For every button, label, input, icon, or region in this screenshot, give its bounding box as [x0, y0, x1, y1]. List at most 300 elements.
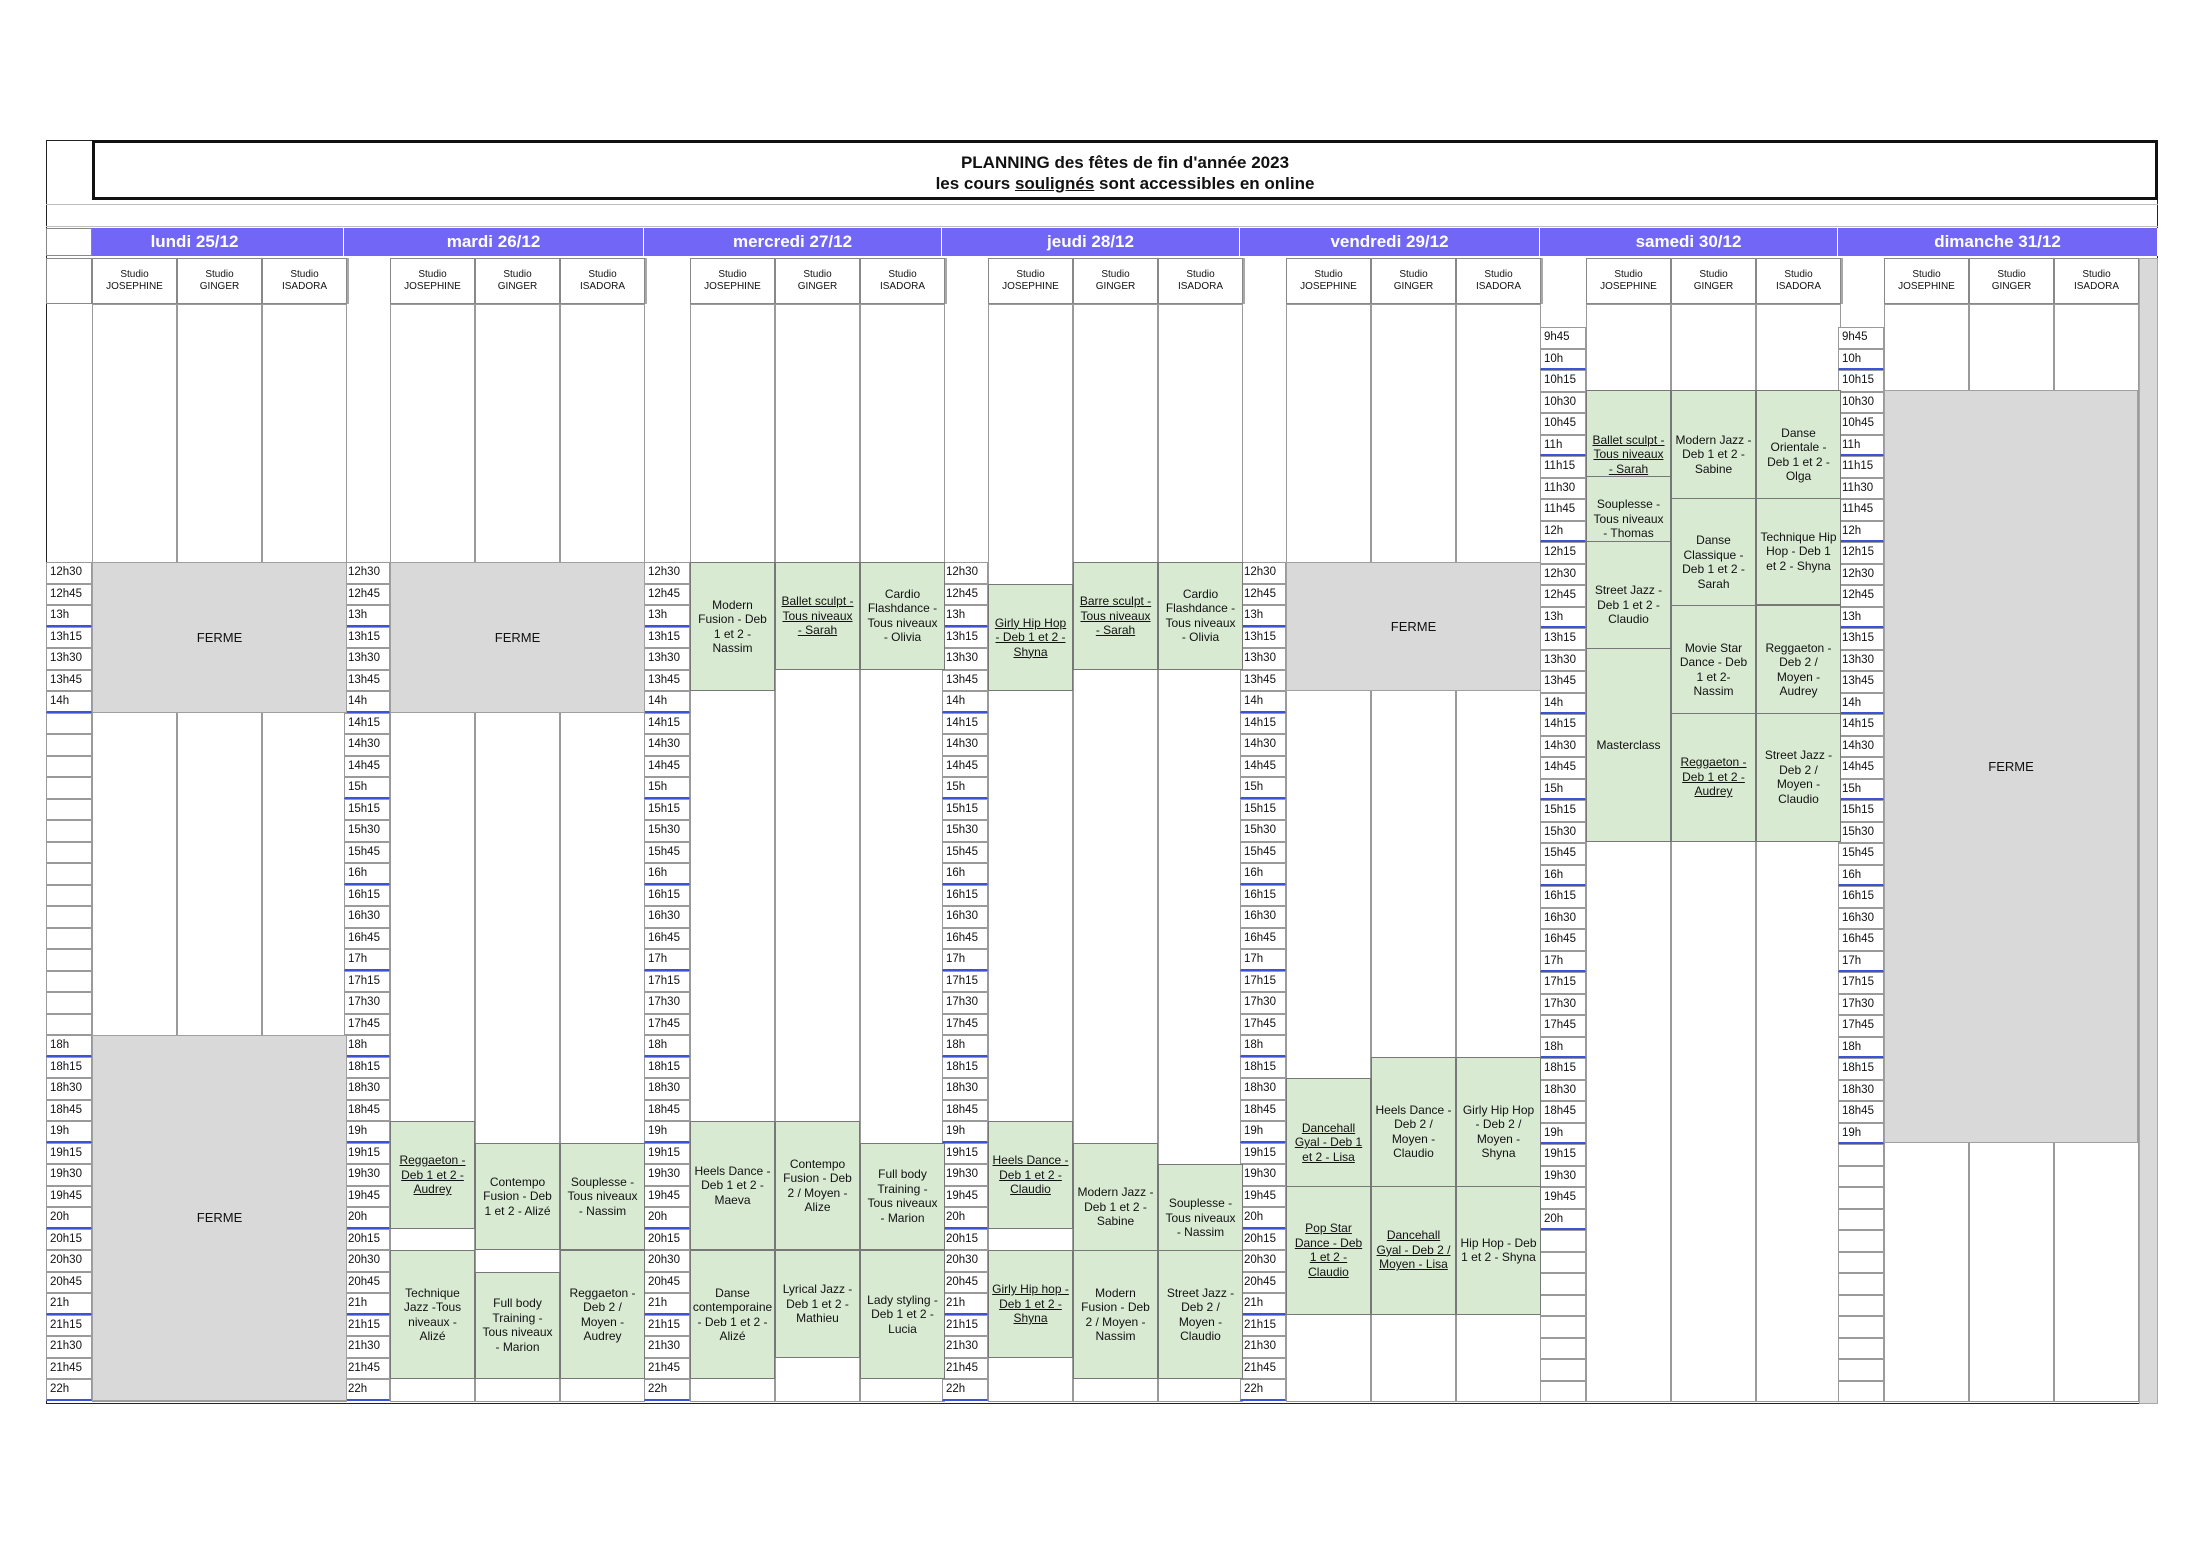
time-slot: 15h — [1540, 779, 1586, 801]
time-slot: 14h30 — [1240, 734, 1286, 756]
class-block[interactable] — [775, 562, 860, 670]
time-slot: 21h15 — [1240, 1315, 1286, 1337]
time-slot: 19h — [1240, 1121, 1286, 1143]
class-block[interactable] — [1456, 1186, 1541, 1315]
class-block[interactable] — [988, 1250, 1073, 1358]
class-label: Technique Hip Hop - Deb 1 et 2 - Shyna — [1760, 529, 1837, 573]
time-slot: 20h45 — [644, 1272, 690, 1294]
time-slot: 22h — [46, 1379, 92, 1401]
time-slot: 16h45 — [344, 928, 390, 950]
time-slot: 15h15 — [1838, 800, 1884, 822]
studio-header-name: GINGER — [797, 281, 838, 292]
class-block[interactable] — [560, 1250, 645, 1379]
class-block[interactable] — [860, 1250, 945, 1379]
class-label: Dancehall Gyal - Deb 1 et 2 - Lisa — [1294, 1120, 1363, 1164]
time-slot — [1838, 1295, 1884, 1317]
time-slot — [1540, 1295, 1586, 1317]
class-label: Reggaeton - Deb 1 et 2 - Audrey — [399, 1153, 466, 1196]
closed-label: FERME — [196, 1210, 243, 1226]
time-slot — [46, 863, 92, 885]
class-block[interactable] — [775, 1121, 860, 1250]
closed-label: FERME — [494, 629, 541, 645]
time-slot: 16h30 — [1838, 908, 1884, 930]
studio-header-prefix: Studio — [1997, 269, 2026, 280]
time-slot: 18h — [1540, 1037, 1586, 1059]
class-block[interactable] — [690, 562, 775, 691]
title-line-2 — [95, 173, 2155, 194]
time-slot: 16h45 — [644, 928, 690, 950]
time-slot: 13h45 — [1240, 670, 1286, 692]
class-label: Heels Dance - Deb 2 / Moyen - Claudio — [1375, 1102, 1452, 1161]
time-slot: 13h30 — [1240, 648, 1286, 670]
class-block[interactable] — [988, 584, 1073, 692]
time-slot — [1540, 1381, 1586, 1403]
time-slot: 18h45 — [46, 1100, 92, 1122]
closed-block — [1286, 562, 1541, 691]
studio-header-prefix: Studio — [1016, 269, 1045, 280]
time-slot: 14h — [942, 691, 988, 713]
class-label: Danse Orientale - Deb 1 et 2 - Olga — [1767, 425, 1830, 483]
class-block[interactable] — [860, 562, 945, 670]
time-slot: 15h45 — [644, 842, 690, 864]
time-slot: 18h30 — [1240, 1078, 1286, 1100]
time-slot: 18h30 — [1540, 1080, 1586, 1102]
time-slot: 21h15 — [46, 1315, 92, 1337]
time-slot: 18h15 — [46, 1057, 92, 1079]
day-header-3: jeudi 28/12 — [942, 228, 1240, 256]
time-slot: 17h15 — [942, 971, 988, 993]
time-slot: 20h — [1240, 1207, 1286, 1229]
time-slot — [46, 885, 92, 907]
time-slot — [46, 992, 92, 1014]
time-slot: 17h30 — [1838, 994, 1884, 1016]
separator-header — [1243, 258, 1245, 304]
time-slot: 13h15 — [644, 627, 690, 649]
time-slot: 19h45 — [1540, 1187, 1586, 1209]
class-block[interactable] — [988, 1121, 1073, 1229]
time-slot: 19h45 — [1240, 1186, 1286, 1208]
time-slot: 20h15 — [46, 1229, 92, 1251]
time-slot: 15h — [644, 777, 690, 799]
time-slot: 19h30 — [644, 1164, 690, 1186]
time-slot: 14h15 — [344, 713, 390, 735]
time-slot: 14h — [46, 691, 92, 713]
class-block[interactable] — [1756, 498, 1841, 606]
time-slot: 16h — [1540, 865, 1586, 887]
class-label: Street Jazz - Deb 1 et 2 - Claudio — [1594, 583, 1663, 627]
time-slot: 12h45 — [1838, 585, 1884, 607]
class-label: Danse Classique - Deb 1 et 2 - Sarah — [1682, 533, 1745, 591]
time-slot — [1838, 1166, 1884, 1188]
time-slot: 18h45 — [644, 1100, 690, 1122]
studio-header-name: ISADORA — [1475, 281, 1521, 292]
studio-header-name: ISADORA — [1775, 281, 1821, 292]
time-slot — [46, 713, 92, 735]
time-slot: 15h45 — [344, 842, 390, 864]
class-block[interactable] — [1586, 648, 1671, 842]
time-slot — [46, 799, 92, 821]
time-slot: 20h45 — [344, 1272, 390, 1294]
time-slot — [46, 906, 92, 928]
studio-header-prefix: Studio — [1101, 269, 1130, 280]
time-slot: 11h — [1838, 435, 1884, 457]
time-slot — [1540, 1316, 1586, 1338]
time-slot: 15h — [1240, 777, 1286, 799]
class-label: Dancehall Gyal - Deb 2 / Moyen - Lisa — [1376, 1228, 1451, 1272]
class-label: Technique Jazz -Tous niveaux - Alizé — [403, 1285, 462, 1343]
class-block[interactable] — [1371, 1186, 1456, 1315]
studio-header-name: ISADORA — [579, 281, 625, 292]
time-slot: 13h45 — [1540, 671, 1586, 693]
closed-block — [390, 562, 645, 713]
time-slot: 20h — [46, 1207, 92, 1229]
time-slot: 12h — [1540, 521, 1586, 543]
time-slot: 13h30 — [1540, 650, 1586, 672]
class-block[interactable] — [1073, 1250, 1158, 1379]
time-slot: 12h — [1838, 521, 1884, 543]
time-slot: 10h — [1540, 349, 1586, 371]
time-slot: 15h30 — [1540, 822, 1586, 844]
time-slot: 15h — [1838, 779, 1884, 801]
day-header-5: samedi 30/12 — [1540, 228, 1838, 256]
time-slot: 17h15 — [344, 971, 390, 993]
studio-header-name: JOSEPHINE — [1300, 281, 1357, 292]
time-slot: 15h45 — [1240, 842, 1286, 864]
separator-header — [945, 258, 947, 304]
time-slot: 13h45 — [942, 670, 988, 692]
time-slot: 18h30 — [942, 1078, 988, 1100]
time-slot: 21h30 — [1240, 1336, 1286, 1358]
class-block[interactable] — [1073, 562, 1158, 670]
time-slot — [46, 971, 92, 993]
time-slot: 15h — [942, 777, 988, 799]
grid-line — [46, 226, 2158, 227]
closed-label: FERME — [1988, 758, 2034, 774]
title-line-2-suffix: sont accessibles en online — [1094, 174, 1315, 193]
time-slot: 14h45 — [1240, 756, 1286, 778]
time-slot: 19h — [942, 1121, 988, 1143]
time-slot: 20h15 — [942, 1229, 988, 1251]
class-label: Full body Training - Tous niveaux - Marion — [867, 1167, 938, 1225]
time-slot: 13h — [1240, 605, 1286, 627]
class-block[interactable] — [690, 1121, 775, 1250]
class-block[interactable] — [1158, 1250, 1243, 1379]
time-slot: 12h30 — [344, 562, 390, 584]
time-slot: 21h — [46, 1293, 92, 1315]
studio-header-prefix: Studio — [1699, 269, 1728, 280]
studio-header — [2054, 258, 2139, 304]
time-slot: 18h15 — [344, 1057, 390, 1079]
studio-header-prefix: Studio — [418, 269, 447, 280]
studio-header — [1073, 258, 1158, 304]
time-slot: 18h30 — [46, 1078, 92, 1100]
class-block[interactable] — [1456, 1057, 1541, 1208]
studio-header — [775, 258, 860, 304]
studio-header — [1456, 258, 1541, 304]
title-line-2-underlined: soulignés — [1014, 174, 1095, 193]
time-slot: 10h — [1838, 349, 1884, 371]
class-label: Street Jazz - Deb 2 / Moyen - Claudio — [1764, 748, 1833, 806]
separator-header — [1541, 258, 1543, 304]
studio-header — [1671, 258, 1756, 304]
time-slot: 18h45 — [1540, 1101, 1586, 1123]
time-slot: 15h15 — [1240, 799, 1286, 821]
time-slot: 17h30 — [1240, 992, 1286, 1014]
time-slot: 20h45 — [1240, 1272, 1286, 1294]
class-label: Reggaeton - Deb 2 / Moyen - Audrey — [569, 1285, 636, 1343]
class-block[interactable] — [475, 1143, 560, 1251]
time-slot: 17h45 — [942, 1014, 988, 1036]
time-slot: 17h — [1540, 951, 1586, 973]
class-block[interactable] — [560, 1143, 645, 1251]
time-slot — [1838, 1273, 1884, 1295]
time-slot: 13h45 — [1838, 671, 1884, 693]
time-slot: 16h15 — [644, 885, 690, 907]
time-slot: 16h15 — [1838, 886, 1884, 908]
time-slot: 18h — [46, 1035, 92, 1057]
time-slot: 22h — [942, 1379, 988, 1401]
time-slot: 12h30 — [1240, 562, 1286, 584]
time-slot: 14h15 — [644, 713, 690, 735]
studio-header — [1286, 258, 1371, 304]
time-slot: 10h45 — [1838, 413, 1884, 435]
studio-header-prefix: Studio — [1399, 269, 1428, 280]
time-slot: 14h15 — [1540, 714, 1586, 736]
class-block[interactable] — [390, 1250, 475, 1379]
time-slot: 20h30 — [942, 1250, 988, 1272]
time-slot — [1540, 1252, 1586, 1274]
time-slot: 12h45 — [942, 584, 988, 606]
studio-header — [1586, 258, 1671, 304]
time-slot: 12h15 — [1838, 542, 1884, 564]
time-slot: 11h15 — [1838, 456, 1884, 478]
studio-header-prefix: Studio — [803, 269, 832, 280]
time-slot: 16h — [942, 863, 988, 885]
class-label: Hip Hop - Deb 1 et 2 - Shyna — [1460, 1235, 1537, 1264]
time-slot: 17h30 — [644, 992, 690, 1014]
time-slot: 19h — [1540, 1123, 1586, 1145]
time-slot: 19h30 — [1240, 1164, 1286, 1186]
separator-header — [645, 258, 647, 304]
time-slot: 14h — [344, 691, 390, 713]
time-slot: 16h30 — [942, 906, 988, 928]
time-slot: 19h — [46, 1121, 92, 1143]
time-slot: 21h45 — [644, 1358, 690, 1380]
time-slot: 20h30 — [644, 1250, 690, 1272]
time-slot: 17h15 — [1838, 972, 1884, 994]
time-slot: 20h15 — [344, 1229, 390, 1251]
time-slot: 13h — [942, 605, 988, 627]
time-slot: 16h15 — [1540, 886, 1586, 908]
time-slot: 18h45 — [1240, 1100, 1286, 1122]
time-slot: 20h — [344, 1207, 390, 1229]
time-slot: 19h15 — [644, 1143, 690, 1165]
time-slot — [1838, 1209, 1884, 1231]
studio-header-prefix: Studio — [1784, 269, 1813, 280]
time-slot: 22h — [344, 1379, 390, 1401]
studio-header-prefix: Studio — [290, 269, 319, 280]
time-slot: 19h45 — [46, 1186, 92, 1208]
class-label: Movie Star Dance - Deb 1 et 2- Nassim — [1679, 640, 1748, 698]
day-header-4: vendredi 29/12 — [1240, 228, 1540, 256]
time-slot: 20h15 — [644, 1229, 690, 1251]
time-slot — [46, 734, 92, 756]
time-slot: 20h45 — [942, 1272, 988, 1294]
time-slot: 17h45 — [1838, 1015, 1884, 1037]
time-slot: 16h30 — [644, 906, 690, 928]
time-slot: 21h — [942, 1293, 988, 1315]
class-block[interactable] — [475, 1272, 560, 1380]
time-slot: 18h15 — [1838, 1058, 1884, 1080]
time-slot — [1838, 1252, 1884, 1274]
studio-column — [988, 304, 1073, 1402]
time-slot: 17h15 — [644, 971, 690, 993]
time-slot: 12h45 — [344, 584, 390, 606]
studio-header-prefix: Studio — [1614, 269, 1643, 280]
time-slot: 13h — [644, 605, 690, 627]
time-slot: 10h30 — [1838, 392, 1884, 414]
time-slot: 18h15 — [1540, 1058, 1586, 1080]
time-slot: 13h15 — [1240, 627, 1286, 649]
time-slot: 12h15 — [1540, 542, 1586, 564]
class-block[interactable] — [1158, 562, 1243, 670]
class-label: Barre sculpt - Tous niveaux - Sarah — [1079, 594, 1152, 637]
time-slot — [1838, 1144, 1884, 1166]
class-label: Souplesse - Tous niveaux - Nassim — [567, 1174, 638, 1218]
studio-header — [177, 258, 262, 304]
time-slot — [1540, 1359, 1586, 1381]
time-slot: 18h15 — [644, 1057, 690, 1079]
time-slot: 16h45 — [1838, 929, 1884, 951]
class-label: Heels Dance - Deb 1 et 2 - Maeva — [694, 1163, 771, 1207]
time-slot: 19h — [1838, 1123, 1884, 1145]
time-slot: 15h30 — [1240, 820, 1286, 842]
time-slot: 18h — [1240, 1035, 1286, 1057]
class-label: Souplesse - Tous niveaux - Thomas — [1593, 497, 1664, 541]
time-slot: 13h — [1838, 607, 1884, 629]
studio-header — [475, 258, 560, 304]
time-slot: 14h30 — [344, 734, 390, 756]
studio-header-name: ISADORA — [2073, 281, 2119, 292]
time-slot: 16h30 — [1240, 906, 1286, 928]
time-slot: 15h30 — [344, 820, 390, 842]
class-label: Souplesse - Tous niveaux - Nassim — [1165, 1196, 1236, 1239]
class-label: Pop Star Dance - Deb 1 et 2 - Claudio — [1294, 1221, 1363, 1279]
studio-header-prefix: Studio — [888, 269, 917, 280]
time-slot: 21h — [644, 1293, 690, 1315]
time-slot: 16h45 — [942, 928, 988, 950]
time-slot: 17h — [644, 949, 690, 971]
class-block[interactable] — [690, 1250, 775, 1379]
time-slot: 19h15 — [942, 1143, 988, 1165]
class-label: Contempo Fusion - Deb 1 et 2 - Alizé — [483, 1174, 552, 1218]
time-slot: 15h15 — [1540, 800, 1586, 822]
time-slot: 21h30 — [344, 1336, 390, 1358]
time-slot: 20h15 — [1240, 1229, 1286, 1251]
studio-header — [1884, 258, 1969, 304]
studio-header-name: ISADORA — [879, 281, 925, 292]
time-slot: 11h45 — [1838, 499, 1884, 521]
studio-header-name: GINGER — [497, 281, 538, 292]
time-slot: 14h30 — [1540, 736, 1586, 758]
time-slot: 12h30 — [942, 562, 988, 584]
studio-header — [860, 258, 945, 304]
time-slot: 13h15 — [344, 627, 390, 649]
time-slot: 12h30 — [644, 562, 690, 584]
studio-header-prefix: Studio — [718, 269, 747, 280]
class-block[interactable] — [390, 1121, 475, 1229]
time-slot: 15h45 — [1838, 843, 1884, 865]
time-slot: 18h30 — [644, 1078, 690, 1100]
time-slot: 19h45 — [644, 1186, 690, 1208]
studio-header — [690, 258, 775, 304]
time-slot: 18h45 — [344, 1100, 390, 1122]
time-slot: 20h — [644, 1207, 690, 1229]
time-slot: 15h30 — [942, 820, 988, 842]
class-block[interactable] — [1671, 713, 1756, 842]
time-slot: 15h45 — [942, 842, 988, 864]
time-slot: 19h30 — [942, 1164, 988, 1186]
closed-label: FERME — [1390, 619, 1437, 634]
class-label: Girly Hip hop - Deb 1 et 2 - Shyna — [992, 1282, 1069, 1325]
class-label: Reggaeton - Deb 1 et 2 - Audrey — [1680, 755, 1747, 799]
time-slot: 15h15 — [942, 799, 988, 821]
studio-header-name: JOSEPHINE — [1600, 281, 1657, 292]
time-slot: 13h30 — [46, 648, 92, 670]
studio-header-prefix: Studio — [120, 269, 149, 280]
class-block[interactable] — [775, 1250, 860, 1358]
time-slot — [1838, 1316, 1884, 1338]
class-label: Cardio Flashdance - Tous niveaux - Olivia — [1165, 586, 1236, 645]
class-label: Lyrical Jazz - Deb 1 et 2 - Mathieu — [782, 1282, 853, 1325]
time-slot: 13h30 — [344, 648, 390, 670]
class-label: Heels Dance - Deb 1 et 2 - Claudio — [992, 1153, 1069, 1196]
time-slot: 12h45 — [1540, 585, 1586, 607]
title-line-1: PLANNING des fêtes de fin d'année 2023 — [960, 153, 1290, 172]
class-label: Girly Hip Hop - Deb 1 et 2 - Shyna — [994, 615, 1067, 659]
class-block[interactable] — [1756, 713, 1841, 842]
time-slot: 12h45 — [644, 584, 690, 606]
studio-header-name: GINGER — [1095, 281, 1136, 292]
time-slot: 19h45 — [344, 1186, 390, 1208]
time-slot: 19h30 — [1540, 1166, 1586, 1188]
time-slot: 21h — [1240, 1293, 1286, 1315]
studio-header — [1969, 258, 2054, 304]
time-slot: 17h — [1838, 951, 1884, 973]
class-label: Contempo Fusion - Deb 2 / Moyen - Alize — [783, 1156, 852, 1214]
class-block[interactable] — [1371, 1057, 1456, 1208]
time-slot: 21h30 — [46, 1336, 92, 1358]
time-slot: 17h15 — [1540, 972, 1586, 994]
time-slot: 17h45 — [1240, 1014, 1286, 1036]
separator-header — [2139, 258, 2158, 1404]
time-slot: 14h — [644, 691, 690, 713]
class-label: Reggaeton - Deb 2 / Moyen - Audrey — [1765, 640, 1832, 698]
studio-header — [1371, 258, 1456, 304]
time-slot: 21h45 — [344, 1358, 390, 1380]
studio-header-name: GINGER — [1393, 281, 1434, 292]
time-slot: 13h30 — [644, 648, 690, 670]
time-slot: 9h45 — [1838, 327, 1884, 349]
class-block[interactable] — [860, 1143, 945, 1251]
time-slot: 10h15 — [1838, 370, 1884, 392]
time-slot — [1838, 1230, 1884, 1252]
class-block[interactable] — [1286, 1186, 1371, 1315]
time-slot: 16h30 — [1540, 908, 1586, 930]
studio-header-name: GINGER — [1693, 281, 1734, 292]
time-slot: 14h45 — [344, 756, 390, 778]
time-slot: 17h45 — [1540, 1015, 1586, 1037]
